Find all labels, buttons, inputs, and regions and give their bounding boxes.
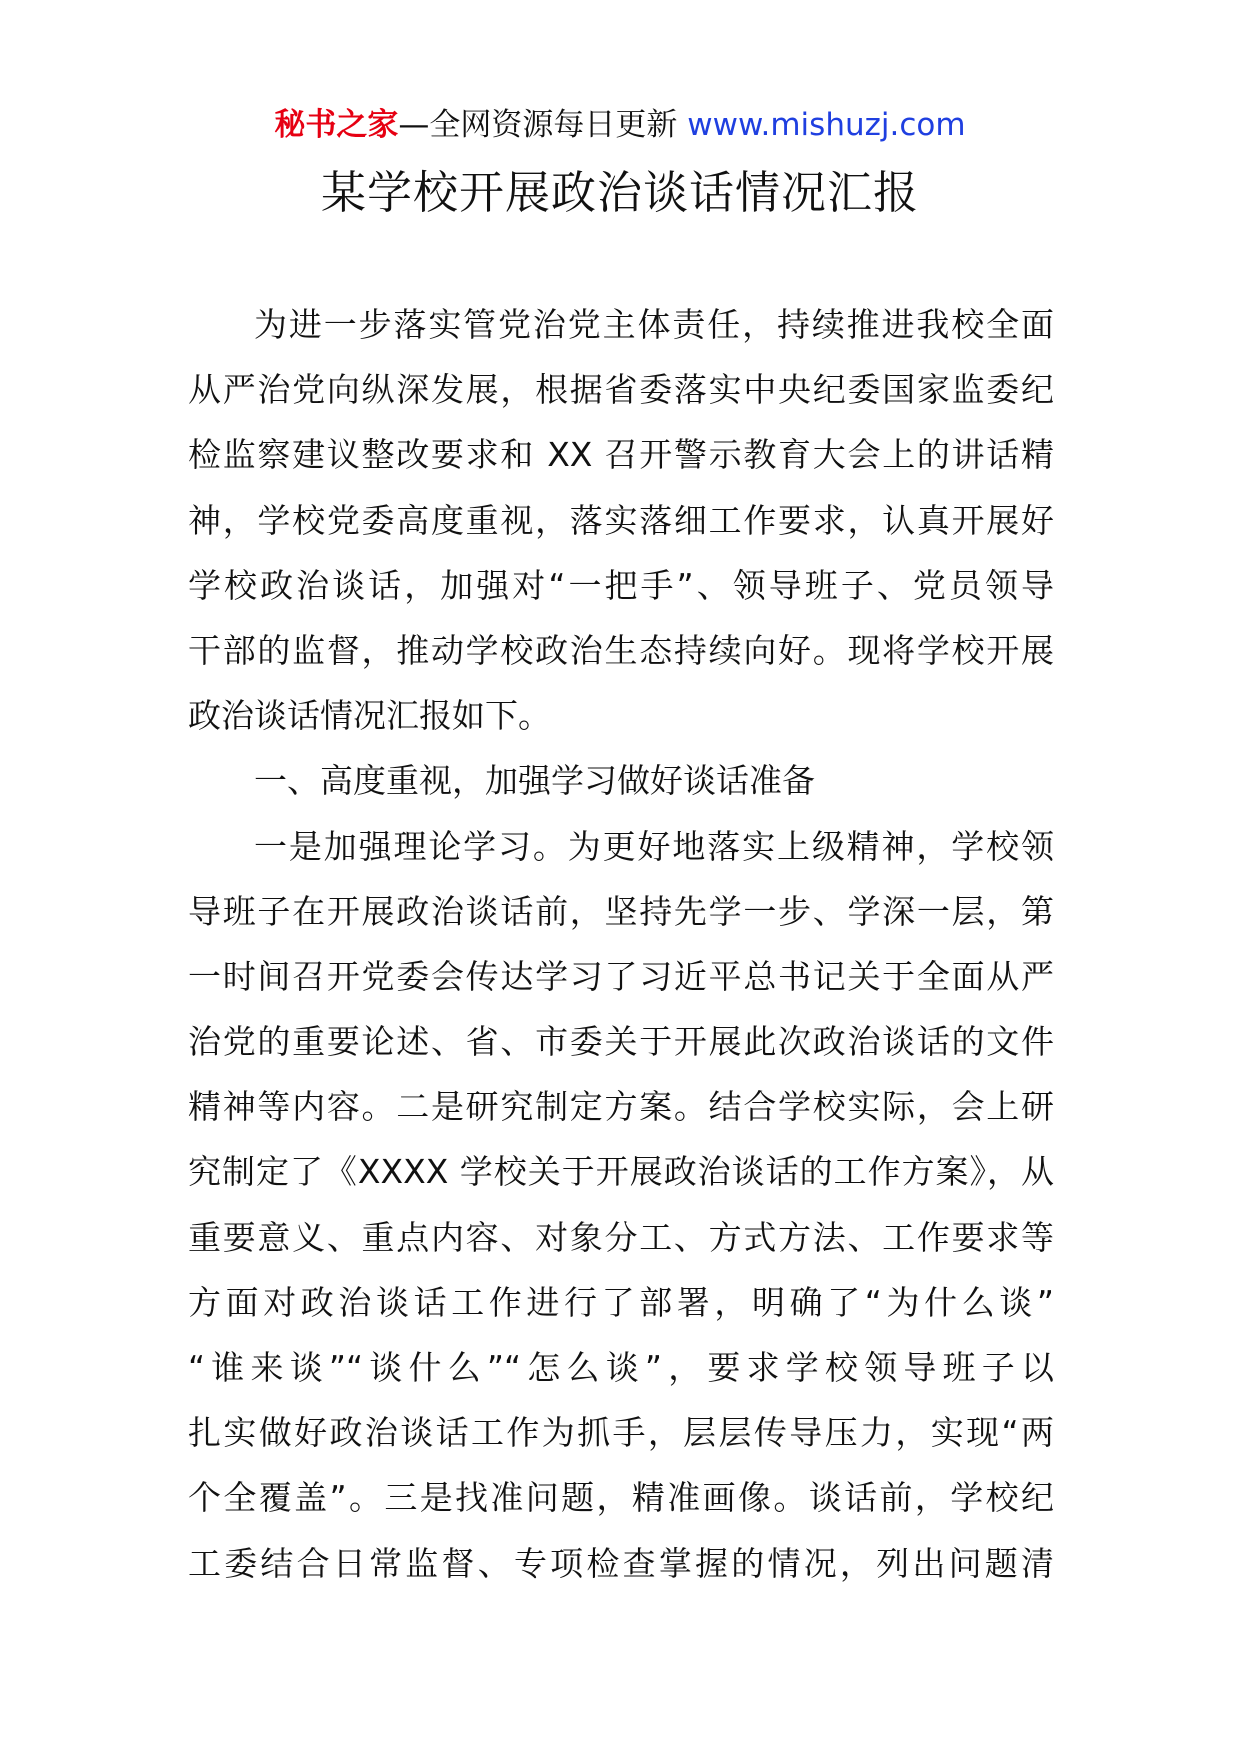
body-line: 导班子在开展政治谈话前，坚持先学一步、学深一层，第 — [188, 891, 1054, 931]
document-body — [188, 292, 1054, 1596]
body-line: 检监察建议整改要求和 XX 召开警示教育大会上的讲话精 — [188, 435, 1054, 475]
body-line: 一时间召开党委会传达学习了习近平总书记关于全面从严 — [188, 956, 1054, 996]
body-line: 神，学校党委高度重视，落实落细工作要求，认真开展好 — [188, 500, 1054, 540]
body-line: 政治谈话情况汇报如下。 — [188, 696, 551, 736]
site-url[interactable]: www.mishuzj.com — [687, 107, 966, 143]
body-line: 重要意义、重点内容、对象分工、方式方法、工作要求等 — [188, 1217, 1054, 1257]
section-heading: 一、高度重视，加强学习做好谈话准备 — [254, 761, 815, 801]
body-line: 治党的重要论述、省、市委关于开展此次政治谈话的文件 — [188, 1022, 1054, 1062]
body-line: 干部的监督，推动学校政治生态持续向好。现将学校开展 — [188, 630, 1054, 670]
body-line: 一是加强理论学习。为更好地落实上级精神，学校领 — [254, 826, 1054, 866]
body-line: “谁来谈”“谈什么”“怎么谈”，要求学校领导班子以 — [188, 1348, 1054, 1387]
body-line: 个全覆盖”。三是找准问题，精准画像。谈话前，学校纪 — [188, 1478, 1054, 1518]
site-header — [0, 104, 1240, 146]
body-line: 扎实做好政治谈话工作为抓手，层层传导压力，实现“两 — [188, 1413, 1054, 1453]
document-title: 某学校开展政治谈话情况汇报 — [320, 166, 919, 219]
body-line: 工委结合日常监督、专项检查掌握的情况，列出问题清 — [188, 1543, 1054, 1583]
body-line: 精神等内容。二是研究制定方案。结合学校实际，会上研 — [188, 1087, 1054, 1127]
site-brand: 秘书之家 — [274, 107, 399, 143]
body-line: 从严治党向纵深发展，根据省委落实中央纪委国家监委纪 — [188, 370, 1054, 410]
body-line: 学校政治谈话，加强对“一把手”、领导班子、党员领导 — [188, 565, 1054, 605]
body-line: 究制定了《XXXX 学校关于开展政治谈话的工作方案》，从 — [188, 1152, 1054, 1192]
body-line: 方面对政治谈话工作进行了部署，明确了“为什么谈” — [188, 1282, 1054, 1322]
body-line: 为进一步落实管党治党主体责任，持续推进我校全面 — [254, 305, 1054, 344]
site-tagline: —全网资源每日更新 — [398, 107, 688, 143]
